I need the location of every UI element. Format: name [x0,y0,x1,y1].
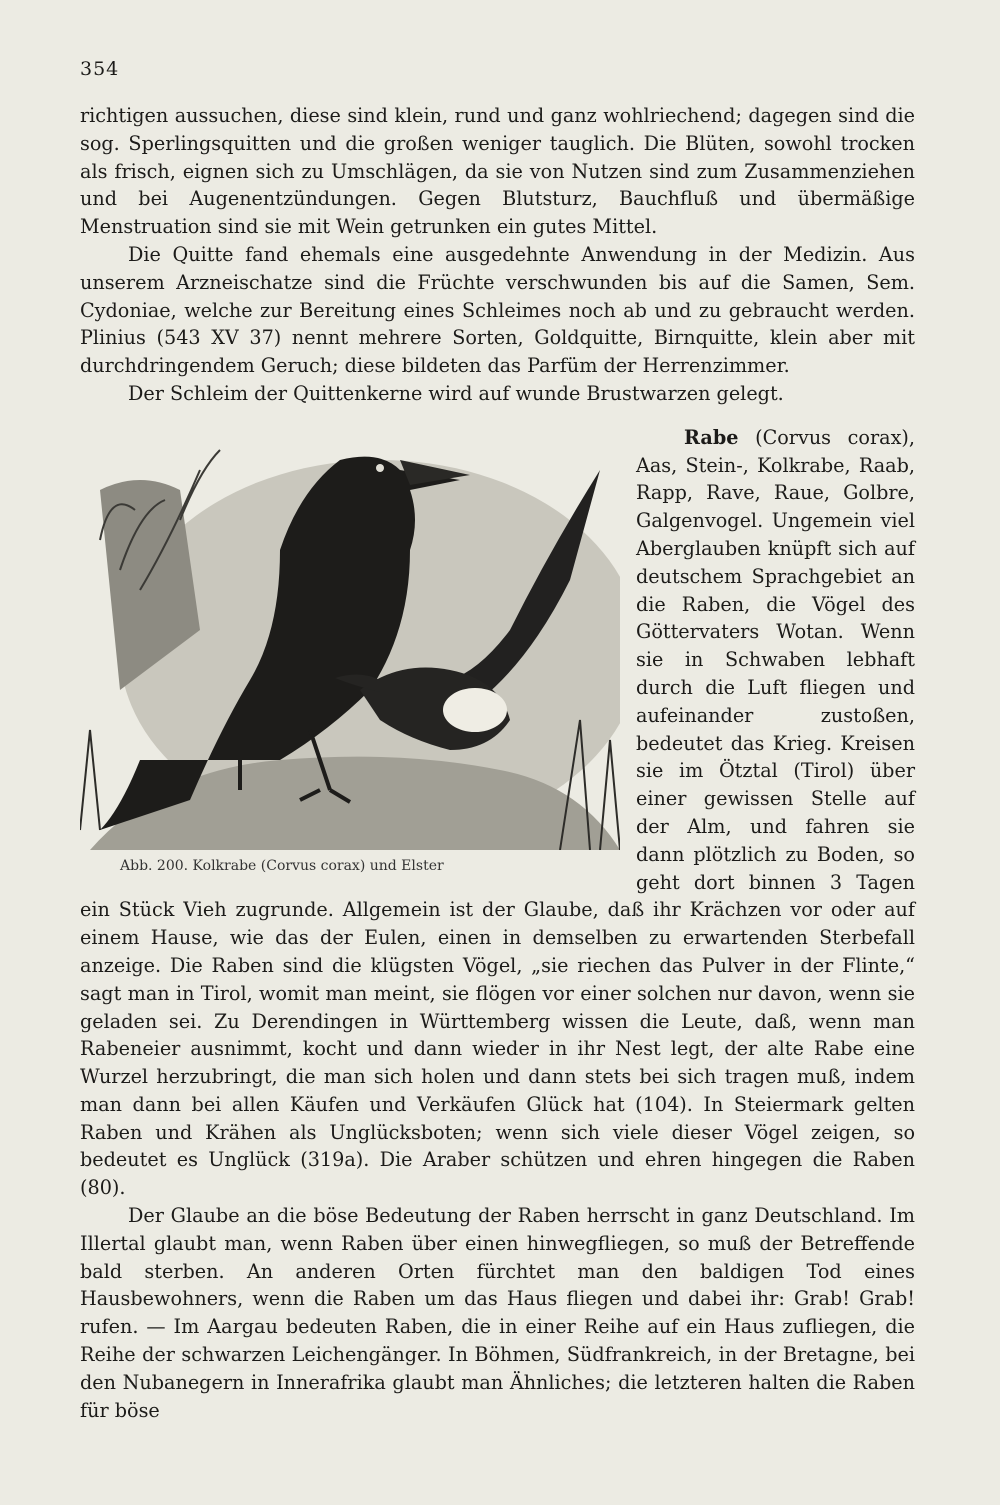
magpie-white-patch [443,688,507,732]
headword-rabe: Rabe [684,425,739,449]
section-gap [80,408,915,424]
paragraph-quince-uses: richtigen aussuchen, diese sind klein, rund und ganz wohlriechend; dagegen sind die sog. Sperlingsquitten und die großen weniger tauglich. Die Blüten, sowohl trocken als frisch, eignen sich zu Umschlägen, da sie von Nutzen sind zum Zusammenziehen und bei Augenentzündungen. Gegen Blutsturz, Bauchfluß und übermäßige Menstruation sind sie mit Wein getrunken ein gutes Mittel. [80,104,915,239]
figure-caption: Abb. 200. Kolkrabe (Corvus corax) und Elster [120,857,444,874]
page-content [80,52,915,1424]
page-number: 354 [80,58,120,80]
paragraph-raven-text: (Corvus corax), Aas, Stein-, Kolkrabe, Raab, Rapp, Rave, Raue, Golbre, Galgenvogel. Ungemein viel Aberglauben knüpft sich auf deutschem Sprachgebiet an die Raben, die Vögel des Göttervaters Wotan. Wenn sie in Schwaben lebhaft durch die Luft fliegen und aufeinander zustoßen, bedeutet das Krieg. Kreisen sie im Ötztal (Tirol) über einer gewissen Stelle auf der Alm, und fahren sie dann plötzlich zu Boden, so geht dort binnen 3 Tagen ein Stück Vieh zugrunde. Allgemein ist der Glaube, daß ihr Krächzen vor oder auf einem Hause, wie das der Eulen, einen in demselben zu erwartenden Sterbefall anzeige. Die Raben sind die klügsten Vögel, „sie riechen das Pulver in der Flinte,“ sagt man in Tirol, womit man meint, sie flögen vor einer solchen nur davon, wenn sie geladen sei. Zu Derendingen in Württemberg wissen die Leute, daß, wenn man Rabeneier ausnimmt, kocht und dann wieder in ihr Nest legt, der alte Rabe eine Wurzel herzubringt, die man sich holen und dann stets bei sich tragen muß, indem man dann bei allen Käufen und Verkäufen Glück hat (104). In Steiermark gelten Raben und Krähen als Unglücksboten; wenn sich viele dieser Vögel zeigen, so bedeutet es Unglück (319a). Die Araber schützen und ehren hingegen die Raben (80). [80,425,915,1200]
paragraph-raven-omen: Der Glaube an die böse Bedeutung der Raben herrscht in ganz Deutschland. Im Illertal glaubt man, wenn Raben über einen hinwegfliegen, so muß der Betreffende bald sterben. An anderen Orten fürchtet man den baldigen Tod eines Hausbewohners, wenn die Raben um das Haus fliegen und dabei ihr: Grab! Grab! rufen. — Im Aargau bedeuten Raben, die in einer Reihe auf ein Haus zufliegen, die Reihe der schwarzen Leichengänger. In Böhmen, Südfrankreich, in der Bretagne, bei den Nubanegern in Innerafrika glaubt man Ähnliches; die letzteren halten die Raben für böse [80,1204,915,1422]
paragraph-quince-mucilage: Der Schleim der Quittenkerne wird auf wunde Brustwarzen gelegt. [128,381,784,405]
figure-raven-magpie [80,430,620,878]
paragraph-quince-medicine: Die Quitte fand ehemals eine ausgedehnte Anwendung in der Medizin. Aus unserem Arzneischatze sind die Früchte verschwunden bis auf die Samen, Sem. Cydoniae, welche zur Bereitung eines Schleimes noch ab und zu gebraucht werden. Plinius (543 XV 37) nennt mehrere Sorten, Goldquitte, Birnquitte, klein aber mit durchdringendem Geruch; diese bildeten das Parfüm der Herrenzimmer. [80,242,915,378]
raven-eye [376,464,384,472]
raven-magpie-illustration [80,430,620,850]
